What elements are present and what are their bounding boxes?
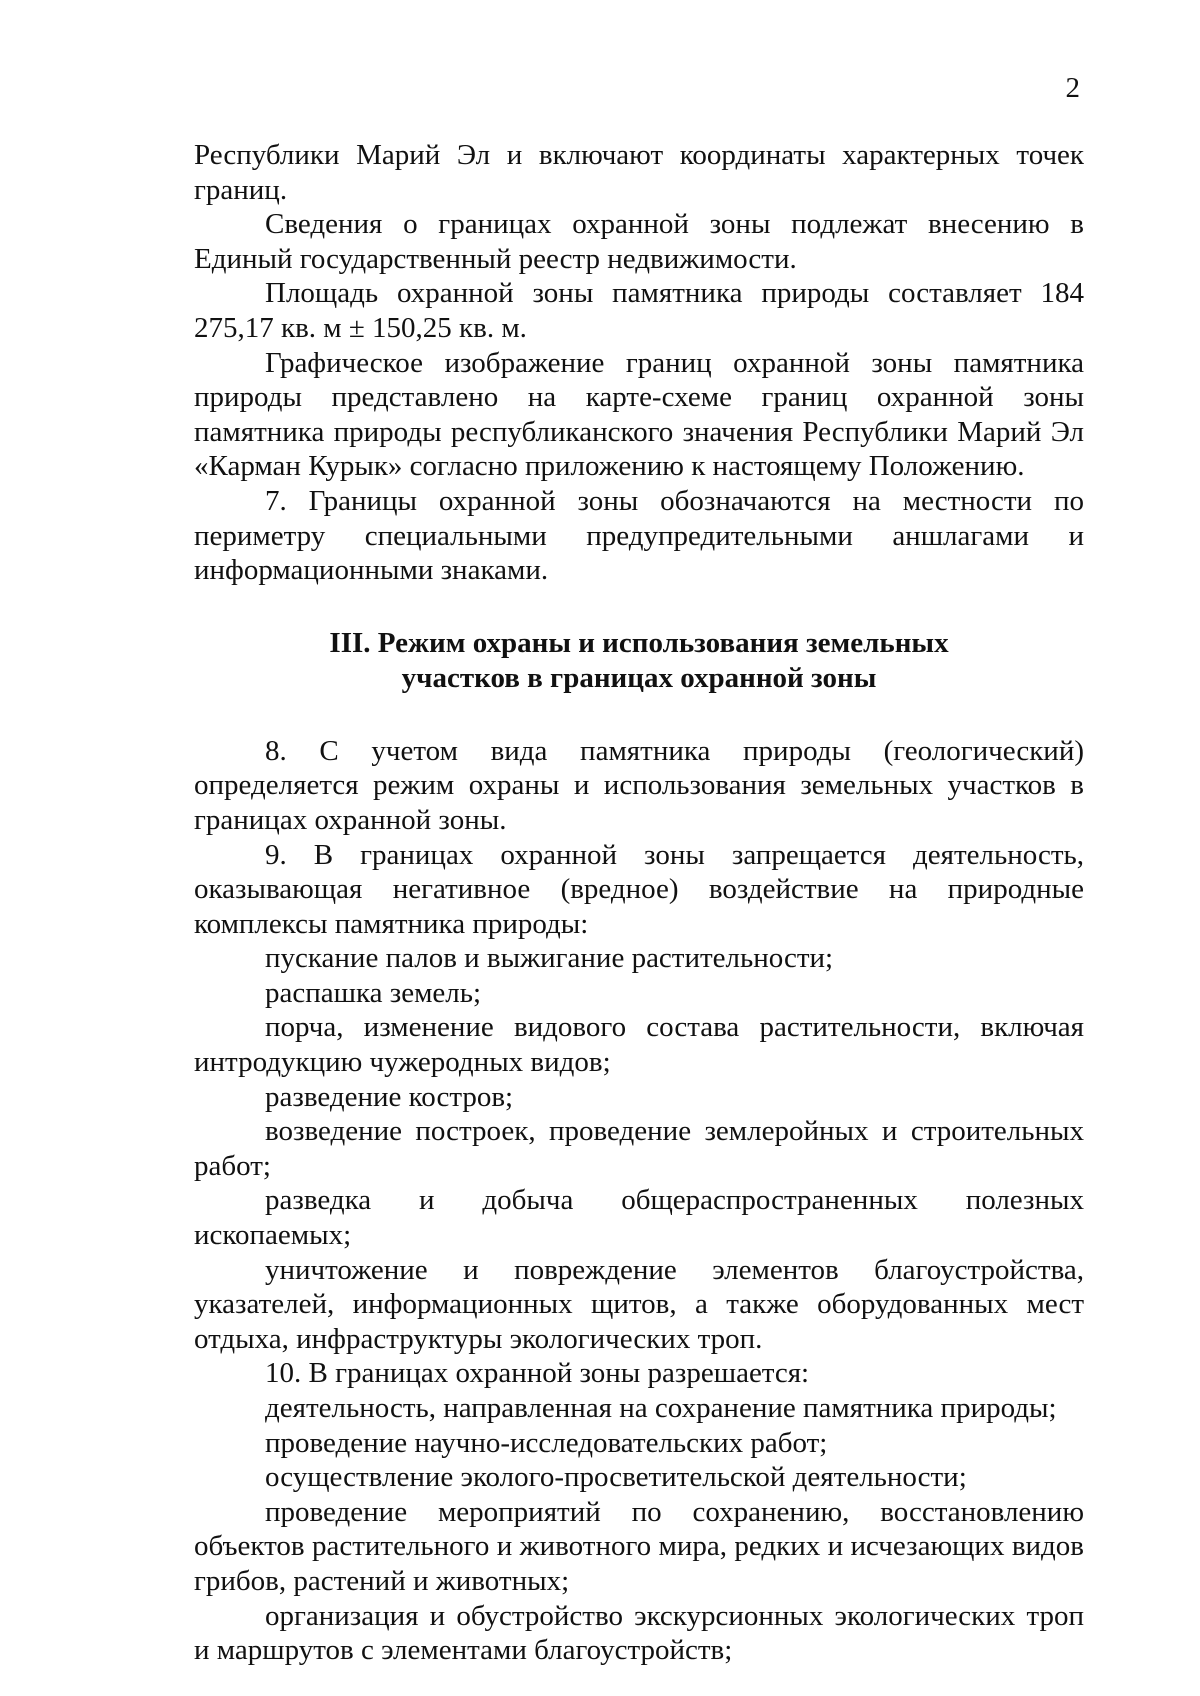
prohibited-item: разведка и добыча общераспространенных полезных ископаемых; (194, 1184, 1084, 1252)
prohibited-item: порча, изменение видового состава растительности, включая интродукцию чужеродных видов; (194, 1011, 1084, 1079)
section-heading-line-1: III. Режим охраны и использования земельных (329, 626, 949, 659)
paragraph-item-9: 9. В границах охранной зоны запрещается деятельность, оказывающая негативное (вредное) воздействие на природные комплексы памятника природы: (194, 838, 1084, 940)
prohibited-item: пускание палов и выжигание растительности; (265, 942, 834, 975)
permitted-item: проведение мероприятий по сохранению, восстановлению объектов растительного и животного мира, редких и исчезающих видов грибов, растений и животных; (194, 1495, 1084, 1597)
prohibited-item: возведение построек, проведение землеройных и строительных работ; (194, 1115, 1084, 1182)
paragraph-continuation: Республики Марий Эл и включают координаты характерных точек границ. (194, 139, 1084, 206)
section-heading (194, 626, 1084, 696)
paragraph-item-10: 10. В границах охранной зоны разрешается: (265, 1357, 810, 1390)
permitted-item: осуществление эколого-просветительской деятельности; (265, 1461, 967, 1494)
section-heading-line-2: участков в границах охранной зоны (401, 661, 877, 694)
permitted-item: организация и обустройство экскурсионных экологических троп и маршрутов с элементами благоустройств; (194, 1599, 1084, 1667)
prohibited-item: разведение костров; (265, 1080, 514, 1113)
paragraph-registry: Сведения о границах охранной зоны подлежат внесению в Единый государственный реестр недвижимости. (194, 208, 1084, 275)
paragraph-item-7: 7. Границы охранной зоны обозначаются на местности по периметру специальными предупредительными аншлагами и информационными знаками. (194, 484, 1084, 587)
permitted-item: деятельность, направленная на сохранение памятника природы; (265, 1392, 1057, 1424)
document-body (194, 138, 1084, 1668)
prohibited-item: уничтожение и повреждение элементов благоустройства, указателей, информационных щитов, а также оборудованных мест отдыха, инфраструктуры экологических троп. (194, 1253, 1084, 1355)
paragraph-item-8: 8. С учетом вида памятника природы (геологический) определяется режим охраны и использования земельных участков в границах охранной зоны. (194, 734, 1084, 836)
paragraph-graphic: Графическое изображение границ охранной зоны памятника природы представлено на карте-схеме границ охранной зоны памятника природы республиканского значения Республики Марий Эл «Карман Курык» согласно приложению к настоящему Положению. (194, 346, 1084, 483)
paragraph-area: Площадь охранной зоны памятника природы составляет 184 275,17 кв. м ± 150,25 кв. м. (194, 277, 1084, 344)
permitted-item: проведение научно-исследовательских работ; (265, 1426, 828, 1459)
prohibited-item: распашка земель; (265, 976, 482, 1009)
page-number: 2 (1065, 72, 1080, 104)
